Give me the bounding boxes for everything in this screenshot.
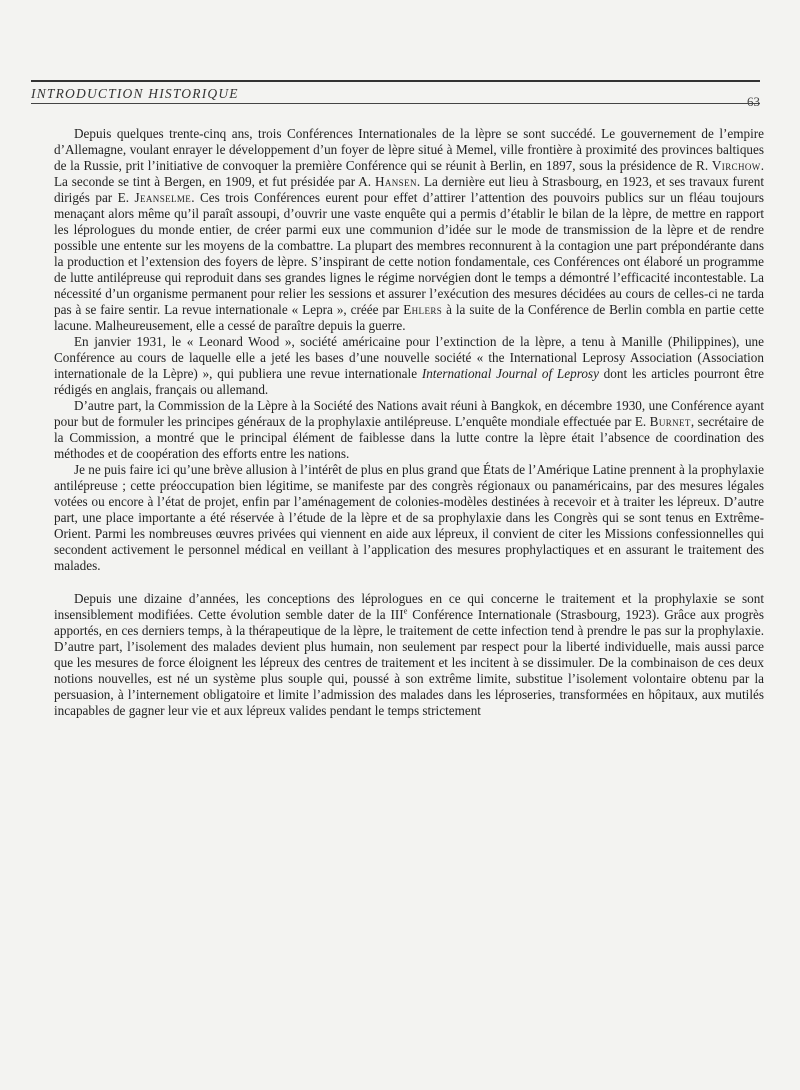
text-run: Conférence Internationale (Strasbourg, 1923). Grâce aux progrès apportés, en ces derniers temps, à la thérapeutique de la lèpre, le traitement de cette infection tend à prendre le pas sur la prophylaxie. D’autre part, l’isolement des malades devient plus humain, non seulement par respect pour la liberté individuelle, mais aussi parce que les mesures de force éloignent les lépreux des centres de traitement et les incitent à se dissimuler. De la combinaison de ces deux notions nouvelles, est né un système plus souple qui, poussé à son extrême limite, substitue l’isolement volontaire obtenu par la persuasion, à l’internement obligatoire et limite l’admission des malades dans les léproseries, transformées en hôpitaux, aux mutilés incapables de gagner leur vie et aux lépreux valides pendant le temps strictement bbox=[54, 607, 764, 718]
italic-title: International Journal of Leprosy bbox=[421, 366, 599, 381]
page-number: 63 bbox=[747, 94, 760, 109]
text-run: En janvier 1931, le « Leonard Wood », société américaine pour l’extinction de la lèpre, a tenu à Manille (Philippines), une Conférence au cours de laquelle elle a jeté les bases d’une nouvelle société « the International Leprosy Association (Association internationale de la Lèpre) », qui publiera une revue internationale bbox=[54, 334, 764, 381]
paragraph bbox=[54, 126, 764, 334]
text-run: dont les articles pourront être rédigés en anglais, français ou allemand. bbox=[54, 366, 764, 397]
text-run: Depuis quelques trente-cinq ans, trois Conférences Internationales de la lèpre se sont succédé. Le gouvernement de l’empire d’Allemagne, voulant enrayer le développement d’un foyer de lèpre situé à Memel, ville frontière à proximité des provinces baltiques de la Russie, prit l’initiative de convoquer la première Conférence qui se réunit à Berlin, en 1897, sous la présidence de R. bbox=[54, 126, 764, 173]
text-run: . Ces trois Conférences eurent pour effet d’attirer l’attention des pouvoirs publics sur un fléau toujours menaçant alors même qu’il paraît assoupi, d’ouvrir une vaste enquête qui a permis d’établir le bilan de la lèpre, de mettre en rapport les léprologues du monde entier, de créer parmi eux une communion d’idée sur le mode de transmission de la lèpre et de rendre possible une entente sur les moyens de la combattre. La plupart des membres reconnurent à la contagion une part prépondérante dans la production et l’extension des foyers de lèpre. S’inspirant de cette notion fondamentale, ces Conférences ont élaboré un programme de lutte antilépreuse qui reproduit dans ses grandes lignes le régime norvégien dont le temps a démontré l’efficacité incontestable. La nécessité d’un organisme permanent pour relier les sessions et assurer l’exécution des mesures décidées au cours de celles-ci ne tarda pas à se faire sentir. La revue internationale « Lepra », créée par bbox=[54, 190, 764, 317]
header-rule-top bbox=[31, 80, 760, 82]
text-run: Depuis une dizaine d’années, les conceptions des léprologues en ce qui concerne le traitement et la prophylaxie se sont insensiblement modifiées. Cette évolution semble dater de la III bbox=[54, 591, 764, 622]
text-run: à la suite de la Conférence de Berlin combla en partie cette lacune. Malheureusement, elle a cessé de paraître depuis la guerre. bbox=[54, 302, 764, 333]
superscript: e bbox=[403, 605, 408, 616]
text-run: . La dernière eut lieu à Strasbourg, en 1923, et ses travaux furent dirigés par E. bbox=[54, 174, 764, 205]
text-run: . La seconde se tint à Bergen, en 1909, et fut présidée par A. bbox=[54, 158, 764, 189]
paragraph bbox=[54, 462, 764, 574]
author-name: Hansen bbox=[374, 174, 417, 189]
text-run: D’autre part, la Commission de la Lèpre à la Société des Nations avait réuni à Bangkok, en décembre 1930, une Conférence ayant pour but de formuler les principes généraux de la prophylaxie antilépreuse. L’enquête mondiale effectuée par E. bbox=[54, 398, 764, 429]
text-run: , secrétaire de la Commission, a montré que le principal élément de faiblesse dans la lutte contre la lèpre était l’absence de coordination des méthodes et de coopération des efforts entre les nations. bbox=[54, 414, 764, 461]
paragraph bbox=[54, 398, 764, 462]
author-name: Burnet bbox=[649, 414, 691, 429]
header-row bbox=[31, 86, 760, 109]
paragraph bbox=[54, 591, 764, 719]
text-run: Je ne puis faire ici qu’une brève allusion à l’intérêt de plus en plus grand que États de l’Amérique Latine prennent à la prophylaxie antilépreuse ; cette préoccupation bien légitime, se manifeste par des congrès régionaux ou panaméricains, par des mesures légales votées ou encore à l’état de projet, enfin par l’aménagement de colonies-modèles destinées à recevoir et à traiter les lépreux. D’autre part, une place importante a été réservée à l’étude de la lèpre et de sa prophylaxie dans les Congrès qui se sont tenus en Extrême-Orient. Parmi les nombreuses œuvres privées qui viennent en aide aux lépreux, il convient de citer les Missions confessionnelles qui secondent activement le personnel médical en veillant à l’application des mesures prophylactiques et en assurant le traitement des malades. bbox=[54, 462, 764, 573]
paragraph bbox=[54, 334, 764, 398]
author-name: Virchow bbox=[711, 158, 761, 173]
running-title: INTRODUCTION HISTORIQUE bbox=[31, 86, 239, 101]
author-name: Jeanselme bbox=[134, 190, 192, 205]
body-text bbox=[54, 126, 764, 719]
author-name: Ehlers bbox=[403, 302, 443, 317]
page-header bbox=[31, 80, 760, 109]
header-rule-bottom bbox=[31, 103, 760, 104]
